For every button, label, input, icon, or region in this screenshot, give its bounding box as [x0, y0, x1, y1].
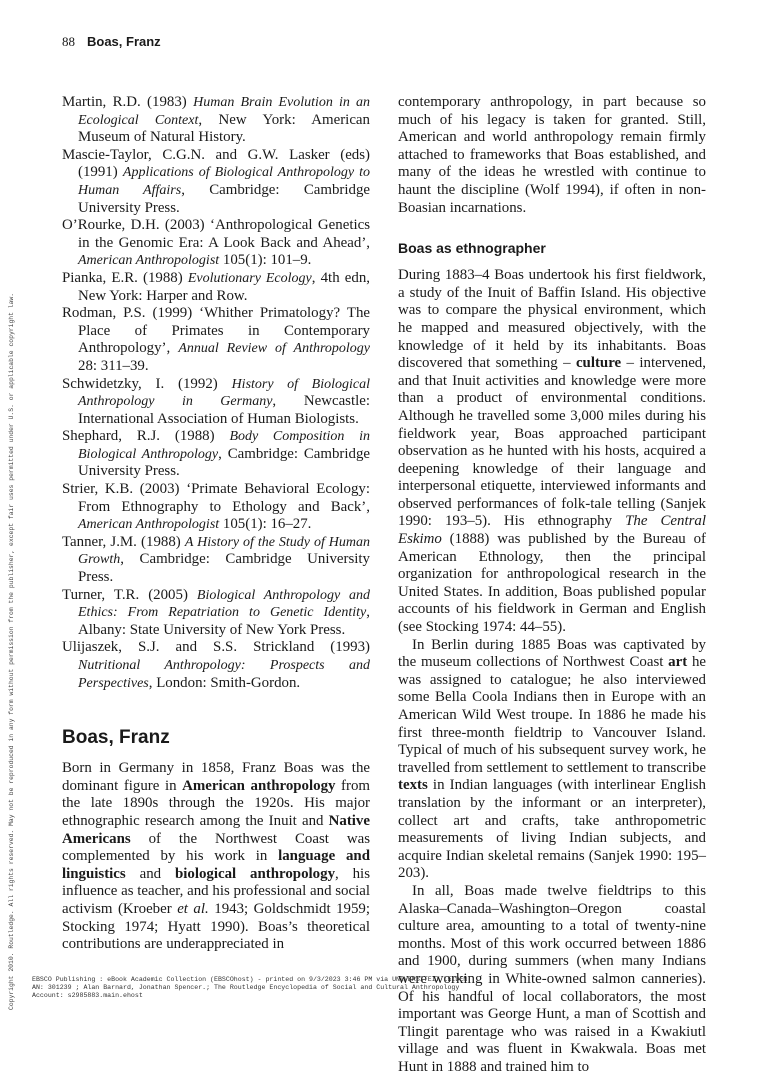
reference-title: Human Brain Evolution in an Ecological Context	[78, 95, 371, 128]
cross-reference[interactable]: biological anthropology	[174, 865, 336, 882]
reference-item: Mascie-Taylor, C.G.N. and G.W. Lasker (eds) (1991) Applications of Biological Anthropology to Human Affairs, Cambridge: Cambridge University Press.	[62, 146, 370, 216]
reference-item: Shephard, R.J. (1988) Body Composition in Biological Anthropology, Cambridge: Cambridge University Press.	[62, 428, 370, 480]
reference-title: Annual Review of Anthropology	[178, 341, 370, 357]
reference-title: Biological Anthropology and Ethics: From Repatriation to Genetic Identity	[78, 587, 370, 621]
cross-reference[interactable]: art	[668, 654, 688, 671]
cross-reference[interactable]: Native Americans	[62, 812, 370, 847]
intro-continuation: contemporary anthropology, in part because so much of his legacy is taken for granted. Still, American and world anthropology remain firmly attached to frameworks that Boas established, and many of the ideas he wrestled with continue to haunt the discipline (Wolf 1994), if often in non-Boasian incarnations.	[398, 94, 706, 216]
entry-title: Boas, Franz	[62, 727, 170, 749]
paragraph-1: During 1883–4 Boas undertook his first fieldwork, a study of the Inuit of Baffin Island. His objective was to compare the physical environment, which he mapped and measured objectively, with the knowledge of it held by its inhabitants. Boas discovered that something – culture – intervened, and that Inuit activities and knowledge were more than a product of environmental conditions. Although he travelled some 3,000 miles during his fieldwork year, Boas approached participant observation as he hunted with his hosts, acquired a deepening knowledge of their language and interpersonal etiquette, interviewed informants and observed performances of folk-tale telling (Sanjek 1990: 193–5). His ethnography The Central Eskimo (1888) was published by the Bureau of American Ethnology, then the principal organization for anthropological research in the United States. In addition, Boas published popular accounts of his fieldwork in German and English (see Stocking 1974: 44–55).	[398, 267, 706, 636]
reference-list	[62, 94, 370, 692]
section-heading: Boas as ethnographer	[398, 240, 546, 257]
reference-title: Body Composition in Biological Anthropology	[78, 429, 370, 462]
reference-title: American Anthropologist	[78, 253, 220, 269]
paragraph-3: In all, Boas made twelve fieldtrips to this Alaska–Canada–Washington–Oregon coastal culture area, amounting to a total of twenty-nine months. Most of this work occurred between 1886 and 1900, during summers (when many Indians were working in White-owned salmon canneries). Of his handful of local collaborators, the most important was George Hunt, a man of Scottish and Tlingit parentage who was raised in a Kwakiutl village and was fluent in Kwakwala. Boas met Hunt in 1888 and trained him to	[398, 882, 706, 1075]
reference-title: History of Biological Anthropology in Germany	[78, 376, 370, 410]
reference-item: Pianka, E.R. (1988) Evolutionary Ecology, 4th edn, New York: Harper and Row.	[62, 269, 371, 304]
reference-item: Schwidetzky, I. (1992) History of Biological Anthropology in Germany, Newcastle: International Association of Human Biologists.	[62, 375, 370, 427]
reference-item: Tanner, J.M. (1988) A History of the Study of Human Growth, Cambridge: Cambridge University Press.	[62, 533, 370, 586]
reference-title: A History of the Study of Human Growth	[78, 534, 370, 568]
cross-reference[interactable]: culture	[575, 355, 622, 372]
footer-line-2: AN: 301239 ; Alan Barnard, Jonathan Spencer.; The Routledge Encyclopedia of Social and Cultural Anthropology	[32, 984, 460, 992]
cross-reference[interactable]: American anthropology	[182, 777, 336, 794]
cross-reference[interactable]: texts	[398, 777, 428, 794]
copyright-notice: Copyright 2010. Routledge. All rights reserved. May not be reproduced in any form without permission from the publisher, except fair uses permitted under U.S. or applicable copyright law.	[8, 292, 15, 1010]
running-title: Boas, Franz	[87, 34, 161, 49]
footer-line-1: EBSCO Publishing : eBook Academic Collection (EBSCOhost) - printed on 9/3/2023 3:46 PM via UNIVERSITEIT LEIDEN	[32, 976, 468, 983]
entry-intro: Born in Germany in 1858, Franz Boas was the dominant figure in American anthropology from the late 1890s through the 1920s. His major ethnographic research among the Inuit and Native Americans of the Northwest Coast was complemented by his work in language and linguistics and biological anthropology, his influence as teacher, and his professional and social activism (Kroeber et al. 1943; Goldschmidt 1959; Stocking 1974; Hyatt 1990). Boas’s theoretical contributions are underappreciated in	[62, 760, 371, 953]
reference-title: Evolutionary Ecology	[187, 270, 312, 286]
reference-item: O’Rourke, D.H. (2003) ‘Anthropological Genetics in the Genomic Era: A Look Back and Ahead’, American Anthropologist 105(1): 101–9.	[62, 217, 370, 269]
footer-line-3: Account: s2985883.main.ehost	[32, 992, 143, 1000]
reference-item: Turner, T.R. (2005) Biological Anthropology and Ethics: From Repatriation to Genetic Identity, Albany: State University of New York Press.	[62, 586, 370, 638]
left-column	[62, 94, 370, 954]
running-head	[62, 34, 161, 50]
reference-title: Nutritional Anthropology: Prospects and Perspectives	[78, 658, 370, 691]
reference-title: Applications of Biological Anthropology to Human Affairs	[78, 165, 370, 198]
paragraph-2: In Berlin during 1885 Boas was captivated by the museum collections of Northwest Coast art he was assigned to catalogue; he also interviewed some Bella Coola Indians then in Europe with an American Wild West troupe. In 1886 he made his first three-month fieldtrip to Vancouver Island. Typical of much of his subsequent survey work, he travelled from settlement to settlement to transcribe texts in Indian languages (with interlinear English translation by the informant or an interpreter), collect art and crafts, take anthropometric measurements of living Indian subjects, and acquire Indian skeletal remains (Sanjek 1990: 195–203).	[398, 636, 706, 882]
cross-reference[interactable]: language and linguistics	[62, 848, 370, 882]
right-column	[398, 94, 706, 1076]
reference-item: Martin, R.D. (1983) Human Brain Evolution in an Ecological Context, New York: American Museum of Natural History.	[62, 94, 371, 146]
page-number: 88	[62, 34, 75, 49]
reference-item: Strier, K.B. (2003) ‘Primate Behavioral Ecology: From Ethnography to Ethology and Back’, American Anthropologist 105(1): 16–27.	[62, 481, 370, 533]
reference-title: American Anthropologist	[78, 517, 220, 533]
reference-item: Ulijaszek, S.J. and S.S. Strickland (1993) Nutritional Anthropology: Prospects and Perspectives, London: Smith-Gordon.	[62, 639, 370, 691]
reference-item: Rodman, P.S. (1999) ‘Whither Primatology? The Place of Primates in Contemporary Anthropology’, Annual Review of Anthropology 28: 311–39.	[62, 305, 370, 374]
download-footer	[32, 976, 467, 1001]
